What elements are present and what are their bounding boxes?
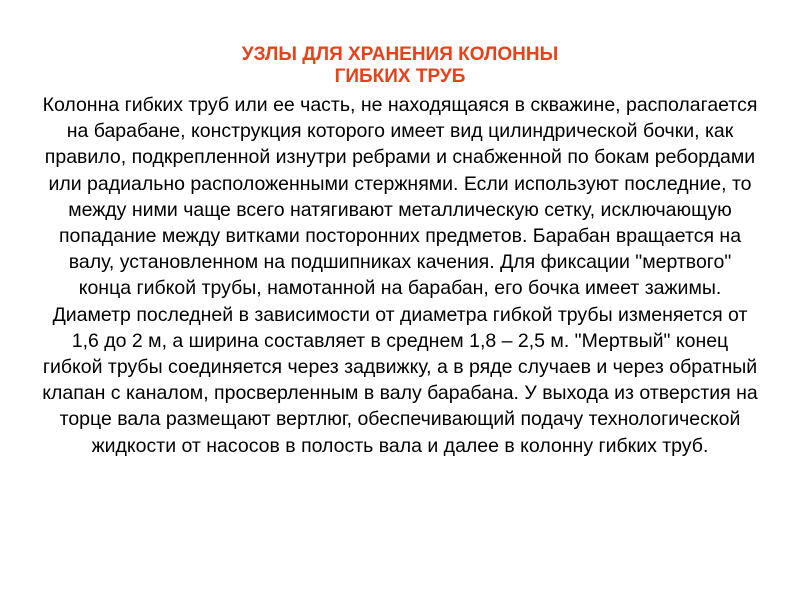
slide-body-text: Колонна гибких труб или ее часть, не находящаяся в скважине, располагается на барабане, конструкция которого имеет вид цилиндрической бочки, как правило, подкрепленной изнутри ребрами и снабженной по бокам ребордами или радиально расположенными стержнями. Если используют последние, то между ними чаще всего натягивают металлическую сетку, исключающую попадание между витками посторонних предметов. Барабан вращается на валу, установленном на подшипниках качения. Для фиксации "мертвого" конца гибкой трубы, намотанной на барабан, его бочка имеет зажимы. Диаметр последней в зависимости от диаметра гибкой трубы изменяется от 1,6 до 2 м, а ширина составляет в среднем 1,8 – 2,5 м. "Мертвый" конец гибкой трубы соединяется через задвижку, а в ряде случаев и через обратный клапан с каналом, просверленным в валу барабана. У выхода из отверстия на торце вала размещают вертлюг, обеспечивающий подачу технологической жидкости от насосов в полость вала и далее в колонну гибких труб.	[42, 94, 758, 457]
slide-title-line-2: ГИБКИХ ТРУБ	[334, 66, 466, 87]
slide-title-line-1: УЗЛЫ ДЛЯ ХРАНЕНИЯ КОЛОННЫ	[241, 44, 559, 65]
slide-title	[242, 44, 558, 88]
